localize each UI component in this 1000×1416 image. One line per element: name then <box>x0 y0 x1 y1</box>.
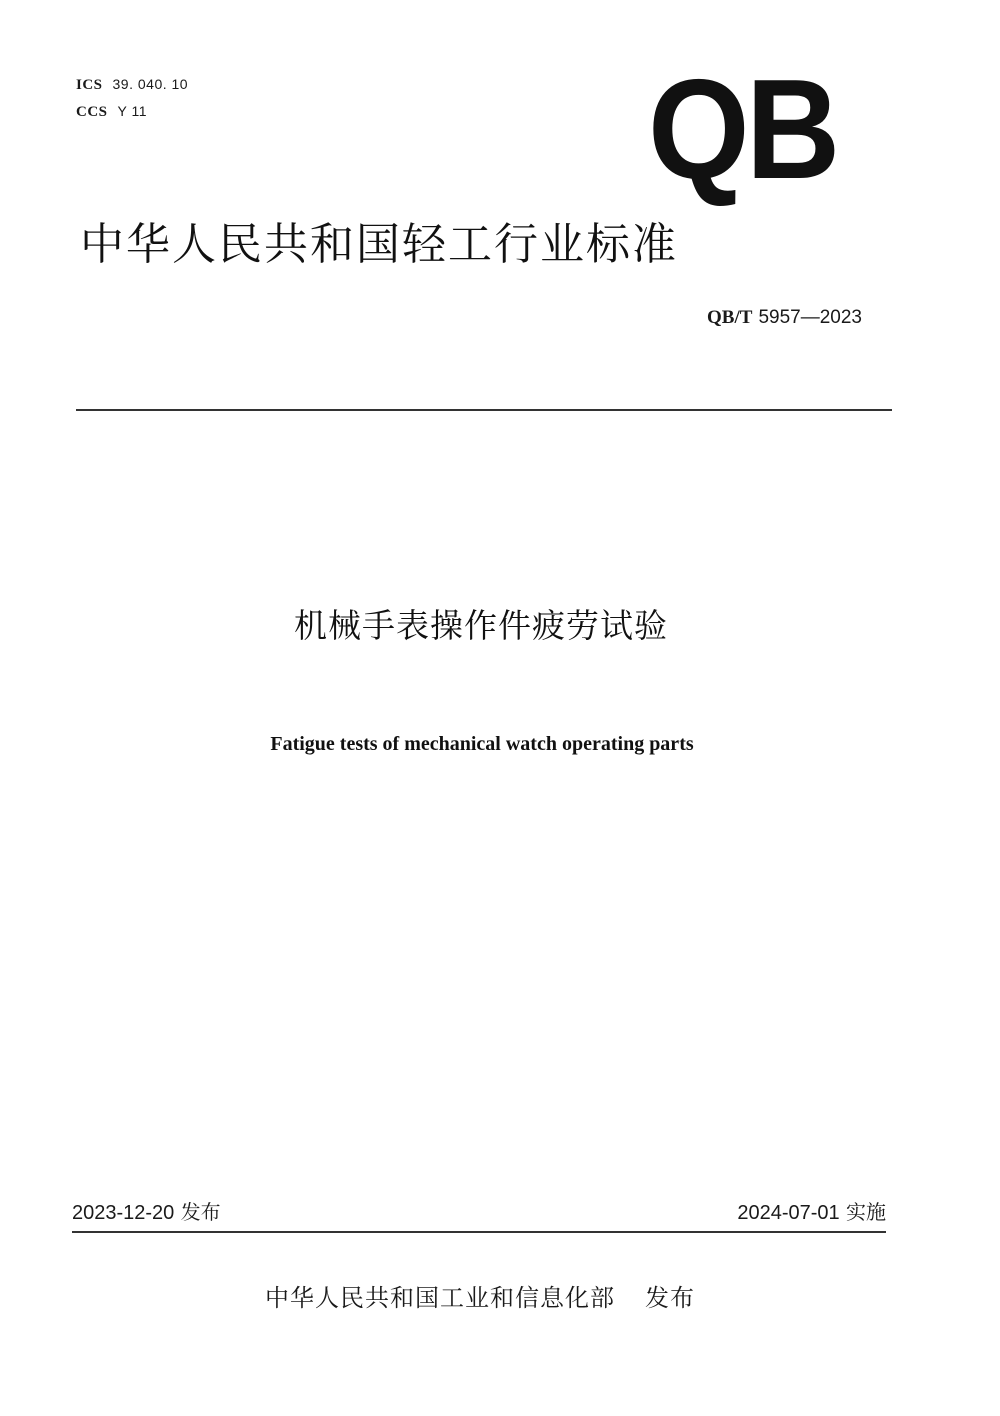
publisher-name: 中华人民共和国工业和信息化部 <box>265 1284 615 1312</box>
document-title-english: Fatigue tests of mechanical watch operating parts <box>270 733 694 755</box>
ccs-value: Y 11 <box>117 103 148 119</box>
ccs-label: CCS <box>76 104 108 120</box>
ccs-line <box>76 103 147 121</box>
bottom-divider <box>72 1231 886 1233</box>
standard-category-title: 中华人民共和国轻工行业标准 <box>80 219 678 270</box>
document-title-chinese: 机械手表操作件疲劳试验 <box>294 606 668 645</box>
ics-line <box>76 76 188 94</box>
implement-label: 实施 <box>846 1200 886 1224</box>
issue-date: 2023-12-20 <box>72 1202 175 1224</box>
publisher-block <box>0 1278 960 1313</box>
standard-number <box>620 306 862 329</box>
implement-date-block <box>737 1196 886 1225</box>
qb-logo: QB <box>648 50 837 209</box>
standard-number-prefix: QB/T <box>707 307 753 328</box>
publisher-label: 发布 <box>645 1284 695 1312</box>
issue-date-block <box>72 1196 221 1225</box>
ics-value: 39. 040. 10 <box>112 76 189 92</box>
top-divider <box>76 409 892 411</box>
implement-date: 2024-07-01 <box>737 1202 840 1224</box>
issue-label: 发布 <box>180 1200 221 1224</box>
standard-number-code: 5957—2023 <box>758 307 862 328</box>
ics-label: ICS <box>76 77 103 93</box>
